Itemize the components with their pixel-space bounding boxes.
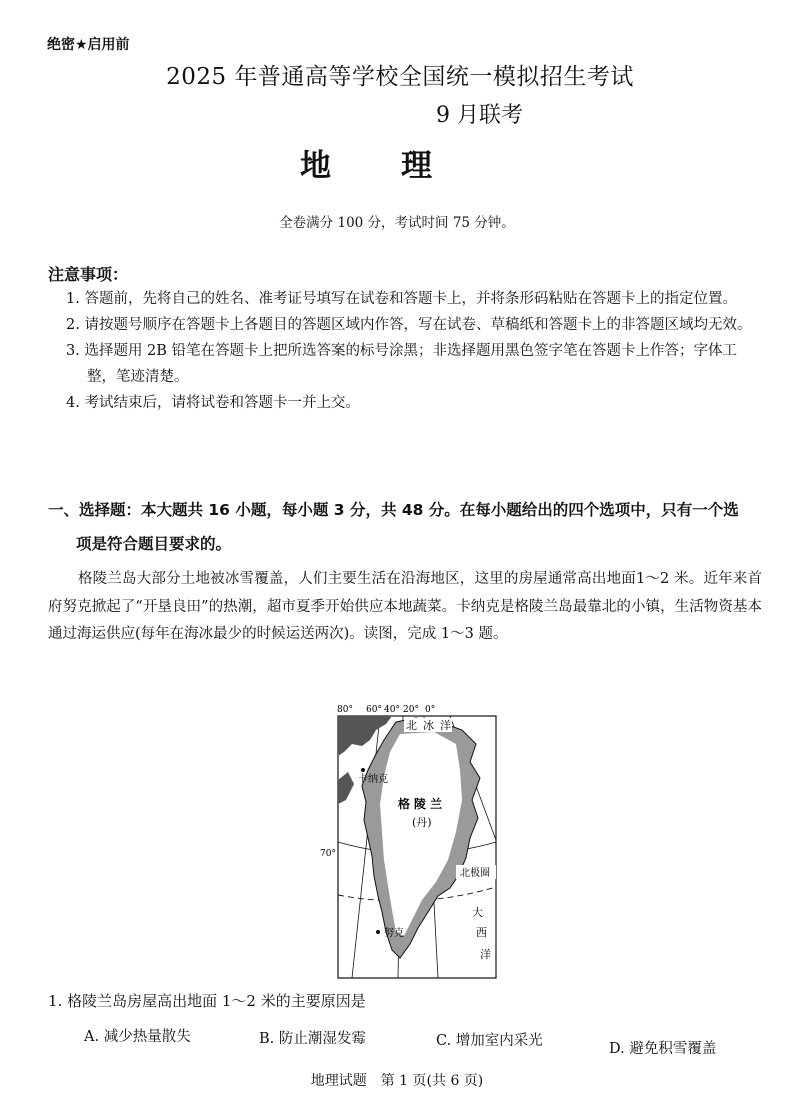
exam-subtitle: 9 月联考 — [436, 103, 523, 128]
section-heading — [48, 493, 768, 561]
notice-item: 4. 考试结束后，请将试卷和答题卡一并上交。 — [66, 395, 360, 411]
option-c: C. 增加室内采光 — [436, 1033, 543, 1049]
exam-title: 2025 年普通高等学校全国统一模拟招生考试 — [166, 64, 634, 90]
lon-label-20: 20° — [403, 705, 419, 715]
notice-item: 3. 选择题用 2B 铅笔在答题卡上把所选答案的标号涂黑；非选择题用黑色签字笔在答题卡上作答；字体工整，笔迹清楚。 — [66, 343, 738, 385]
arctic-ocean-label: 北冰洋 — [406, 719, 457, 732]
nuuk-marker — [376, 930, 380, 934]
option-b: B. 防止潮湿发霉 — [259, 1031, 366, 1047]
lat-label-70: 70° — [320, 849, 336, 859]
greenland-map — [300, 700, 500, 985]
page-footer: 地理试题 第 1 页(共 6 页) — [310, 1073, 484, 1089]
lon-label-0: 0° — [425, 705, 436, 715]
atlantic-label-1: 大 — [472, 906, 483, 919]
lon-label-60: 60° — [366, 705, 382, 715]
lon-label-40: 40° — [384, 705, 400, 715]
arctic-circle-label: 北极圈 — [460, 868, 490, 879]
confidential-label: 绝密★启用前 — [47, 37, 130, 53]
lon-label-80: 80° — [337, 705, 353, 715]
section-heading-line1: 一、选择题：本大题共 16 小题，每小题 3 分，共 48 分。在每小题给出的四个选项中，只有一个选 — [48, 501, 739, 519]
option-a: A. 减少热量散失 — [84, 1029, 191, 1045]
nuuk-label: 努克 — [384, 928, 404, 939]
subject-title: 地理 — [300, 148, 502, 184]
passage: 格陵兰岛大部分土地被冰雪覆盖，人们主要生活在沿海地区，这里的房屋通常高出地面1～2 米。近年来首府努克掀起了“开垦良田”的热潮，超市夏季开始供应本地蔬菜。卡纳克是格陵兰岛最靠北的小镇，生活物资基本通过海运供应(每年在海冰最少的时候运送两次)。读图，完成 1～3 题。 — [48, 571, 762, 642]
qaanaaq-label: 卡纳克 — [358, 774, 388, 785]
section-heading-line2: 项是符合题目要求的。 — [76, 535, 232, 553]
notice-item: 1. 答题前，先将自己的姓名、准考证号填写在试卷和答题卡上，并将条形码粘贴在答题卡上的指定位置。 — [66, 291, 737, 307]
score-line: 全卷满分 100 分，考试时间 75 分钟。 — [279, 215, 515, 231]
greenland-label: 格陵兰 — [398, 797, 447, 811]
qaanaaq-marker — [361, 768, 365, 772]
atlantic-label-2: 西 — [476, 926, 487, 939]
notice-item: 2. 请按题号顺序在答题卡上各题目的答题区域内作答，写在试卷、草稿纸和答题卡上的非答题区域均无效。 — [66, 317, 752, 333]
notice-heading: 注意事项： — [48, 265, 129, 284]
question-1-stem: 1. 格陵兰岛房屋高出地面 1～2 米的主要原因是 — [48, 992, 366, 1010]
notice-list — [66, 286, 766, 416]
option-d: D. 避免积雪覆盖 — [609, 1041, 717, 1057]
denmark-label: (丹) — [412, 816, 432, 829]
atlantic-label-3: 洋 — [480, 948, 491, 961]
